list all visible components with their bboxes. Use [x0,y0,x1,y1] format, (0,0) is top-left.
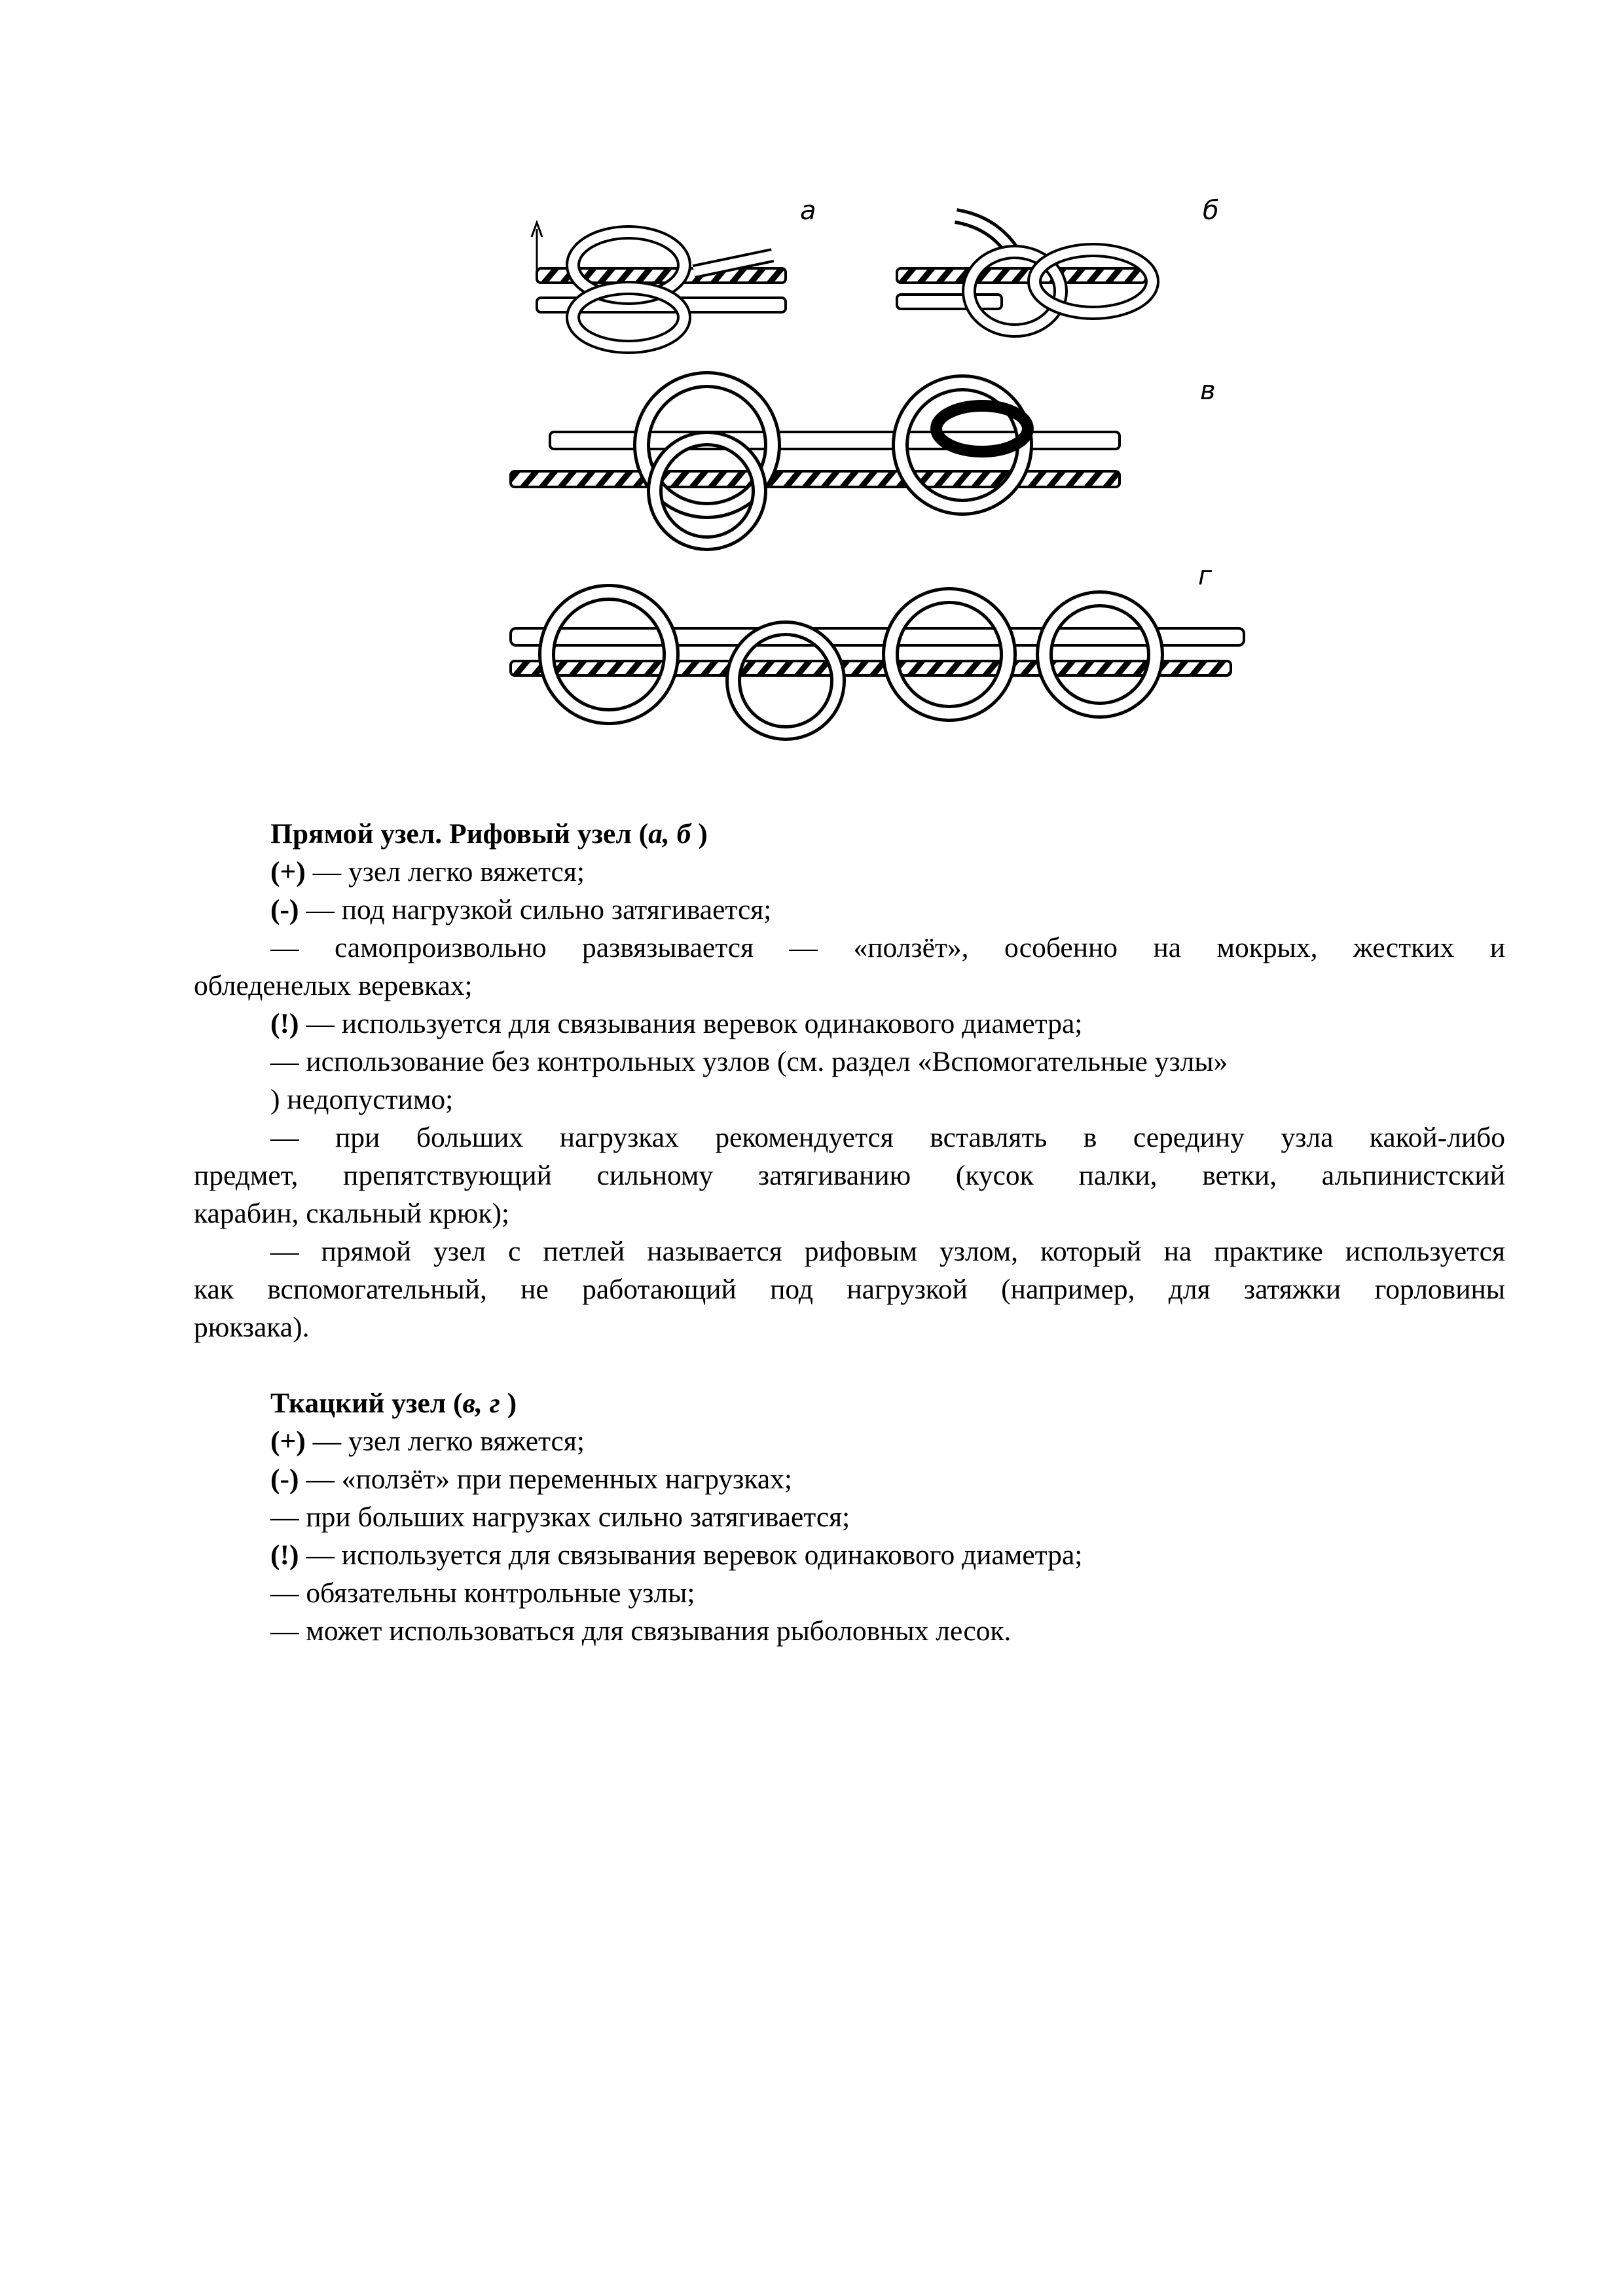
section1-line7a: — при больших нагрузках рекомендуется вставлять в середину узла какой-либо [270,1122,1505,1153]
section1-line3b: обледенелых веревках; [194,970,473,1001]
section1-title: Прямой узел. Рифовый узел [270,818,632,850]
knot-drawing [498,177,1270,753]
section1-plus-line [194,853,1505,891]
section1-line6: ) недопустимо; [270,1084,454,1115]
section2-excl-line [194,1536,1505,1574]
section1-heading [194,815,1505,853]
figure-label-a: а [800,196,816,226]
section2-title-close: ) [500,1388,517,1419]
section2-plus-line [194,1422,1505,1460]
section2-line6: — может использоваться для связывания рыболовных лесок. [270,1615,1012,1647]
section2-line5: — обязательны контрольные узлы; [270,1577,695,1609]
section1-line8b: как вспомогательный, не работающий под нагрузкой (например, для затяжки горловины [194,1274,1505,1305]
section2-title-letters: в, г [462,1388,500,1419]
section1-title-letters: а, б [648,818,691,850]
knot-b-drawing [897,216,1152,331]
section1-title-open: ( [631,818,649,850]
excl-mark: (!) [270,1008,299,1039]
section1-line8c: рюкзака). [194,1312,310,1343]
section1-line3a: — самопроизвольно развязывается — «ползёт», особенно на мокрых, жестких и [270,932,1505,963]
section2-title-open: ( [446,1388,463,1419]
section1-minus-line [194,891,1505,929]
section1-line5: — использование без контрольных узлов (см. раздел «Вспомогательные узлы» [270,1046,1228,1077]
plus-text: — узел легко вяжется; [305,1426,585,1457]
section-gap [194,1346,1505,1384]
plus-mark: (+) [270,856,306,888]
figure-label-g: г [1198,561,1213,591]
knot-a-drawing [532,223,786,347]
figure-label-b: б [1203,196,1219,226]
document-body [194,815,1505,1650]
excl-text: — используется для связывания веревок одинакового диаметра; [299,1539,1083,1571]
minus-text: — «ползёт» при переменных нагрузках; [299,1463,792,1495]
plus-text: — узел легко вяжется; [305,856,585,888]
plus-mark: (+) [270,1426,306,1457]
section1-title-close: ) [691,818,708,850]
minus-mark: (-) [270,1463,299,1495]
section1-line7b: предмет, препятствующий сильному затягиванию (кусок палки, ветки, альпинистский [194,1160,1505,1191]
knot-illustration [498,177,1270,753]
section2-minus-line [194,1460,1505,1498]
section2-title: Ткацкий узел [270,1388,447,1419]
excl-text: — используется для связывания веревок одинакового диаметра; [299,1008,1083,1039]
section1-excl-line [194,1005,1505,1043]
knot-g-drawing [511,592,1244,733]
section1-line7c: карабин, скальный крюк); [194,1198,510,1229]
minus-text: — под нагрузкой сильно затягивается; [299,894,772,925]
excl-mark: (!) [270,1539,299,1571]
knot-v-drawing [511,380,1120,543]
section2-heading [194,1384,1505,1422]
section2-line3: — при больших нагрузках сильно затягивается; [270,1501,850,1533]
minus-mark: (-) [270,894,299,925]
section1-line8a: — прямой узел с петлей называется рифовым узлом, который на практике используется [270,1236,1505,1267]
figure-label-v: в [1200,376,1216,406]
